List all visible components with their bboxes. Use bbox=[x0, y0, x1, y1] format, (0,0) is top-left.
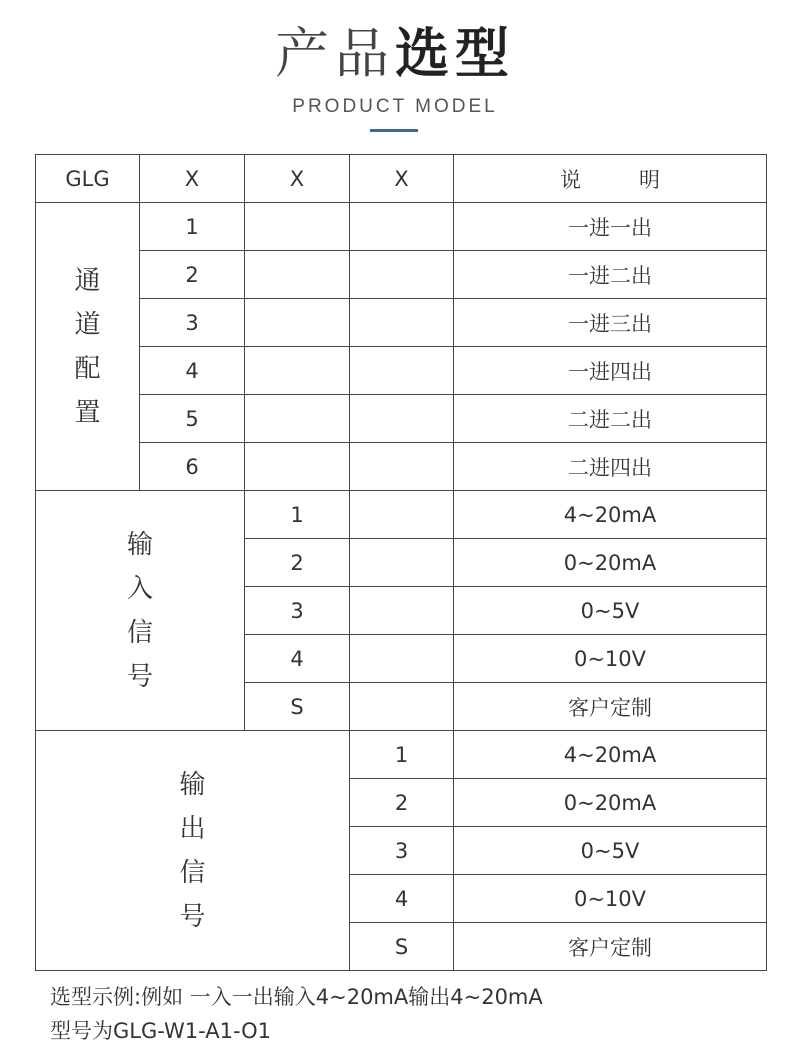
empty-cell bbox=[245, 251, 350, 299]
empty-cell bbox=[245, 299, 350, 347]
table-row bbox=[36, 347, 767, 395]
channel-desc: 二进四出 bbox=[454, 443, 767, 491]
input-desc: 客户定制 bbox=[454, 683, 767, 731]
table-row bbox=[36, 203, 767, 251]
input-signal-label: 输入信号 bbox=[126, 529, 153, 692]
empty-cell bbox=[245, 443, 350, 491]
empty-cell bbox=[350, 491, 454, 539]
header-cell-x3: X bbox=[350, 155, 454, 203]
table-header-row bbox=[36, 155, 767, 203]
output-code: 4 bbox=[350, 875, 454, 923]
page-subtitle: PRODUCT MODEL bbox=[292, 96, 498, 117]
input-code: 2 bbox=[245, 539, 350, 587]
channel-code: 4 bbox=[140, 347, 245, 395]
table-row bbox=[36, 299, 767, 347]
output-signal-label: 输出信号 bbox=[179, 769, 206, 932]
selection-example bbox=[50, 980, 543, 1048]
input-desc: 0~10V bbox=[454, 635, 767, 683]
table-row bbox=[36, 731, 767, 779]
channel-desc: 一进四出 bbox=[454, 347, 767, 395]
channel-code: 3 bbox=[140, 299, 245, 347]
empty-cell bbox=[245, 347, 350, 395]
output-signal-label-cell bbox=[36, 731, 350, 971]
table-row bbox=[36, 251, 767, 299]
header-cell-x2: X bbox=[245, 155, 350, 203]
output-desc: 客户定制 bbox=[454, 923, 767, 971]
channel-code: 2 bbox=[140, 251, 245, 299]
empty-cell bbox=[350, 683, 454, 731]
output-desc: 0~20mA bbox=[454, 779, 767, 827]
channel-code: 1 bbox=[140, 203, 245, 251]
example-line-2: 型号为GLG-W1-A1-O1 bbox=[50, 1019, 271, 1043]
title-bold-part: 选型 bbox=[395, 22, 515, 85]
input-signal-label-cell bbox=[36, 491, 245, 731]
table-row bbox=[36, 395, 767, 443]
empty-cell bbox=[245, 203, 350, 251]
output-desc: 0~10V bbox=[454, 875, 767, 923]
channel-desc: 一进三出 bbox=[454, 299, 767, 347]
title-light-part: 产品 bbox=[275, 22, 395, 85]
channel-config-label: 通道配置 bbox=[74, 265, 101, 428]
channel-code: 6 bbox=[140, 443, 245, 491]
header-cell-description bbox=[454, 155, 767, 203]
output-code: S bbox=[350, 923, 454, 971]
empty-cell bbox=[350, 251, 454, 299]
input-code: S bbox=[245, 683, 350, 731]
header-cell-x1: X bbox=[140, 155, 245, 203]
input-code: 4 bbox=[245, 635, 350, 683]
desc-head-char-b: 明 bbox=[639, 167, 660, 192]
empty-cell bbox=[350, 203, 454, 251]
empty-cell bbox=[350, 395, 454, 443]
channel-desc: 一进二出 bbox=[454, 251, 767, 299]
table-row bbox=[36, 491, 767, 539]
output-desc: 4~20mA bbox=[454, 731, 767, 779]
empty-cell bbox=[350, 443, 454, 491]
example-line-1: 选型示例:例如 一入一出输入4~20mA输出4~20mA bbox=[50, 985, 543, 1009]
empty-cell bbox=[350, 539, 454, 587]
input-code: 3 bbox=[245, 587, 350, 635]
input-desc: 4~20mA bbox=[454, 491, 767, 539]
model-selection-table bbox=[35, 154, 767, 971]
channel-code: 5 bbox=[140, 395, 245, 443]
title-accent-line bbox=[370, 129, 418, 132]
page-title bbox=[0, 22, 790, 86]
input-code: 1 bbox=[245, 491, 350, 539]
empty-cell bbox=[350, 635, 454, 683]
channel-desc: 一进一出 bbox=[454, 203, 767, 251]
output-code: 2 bbox=[350, 779, 454, 827]
table-row bbox=[36, 443, 767, 491]
empty-cell bbox=[350, 587, 454, 635]
empty-cell bbox=[350, 299, 454, 347]
input-desc: 0~5V bbox=[454, 587, 767, 635]
output-code: 3 bbox=[350, 827, 454, 875]
output-desc: 0~5V bbox=[454, 827, 767, 875]
empty-cell bbox=[245, 395, 350, 443]
header-cell-glg: GLG bbox=[36, 155, 140, 203]
output-code: 1 bbox=[350, 731, 454, 779]
empty-cell bbox=[350, 347, 454, 395]
desc-head-char-a: 说 bbox=[560, 167, 581, 192]
channel-config-label-cell bbox=[36, 203, 140, 491]
input-desc: 0~20mA bbox=[454, 539, 767, 587]
channel-desc: 二进二出 bbox=[454, 395, 767, 443]
